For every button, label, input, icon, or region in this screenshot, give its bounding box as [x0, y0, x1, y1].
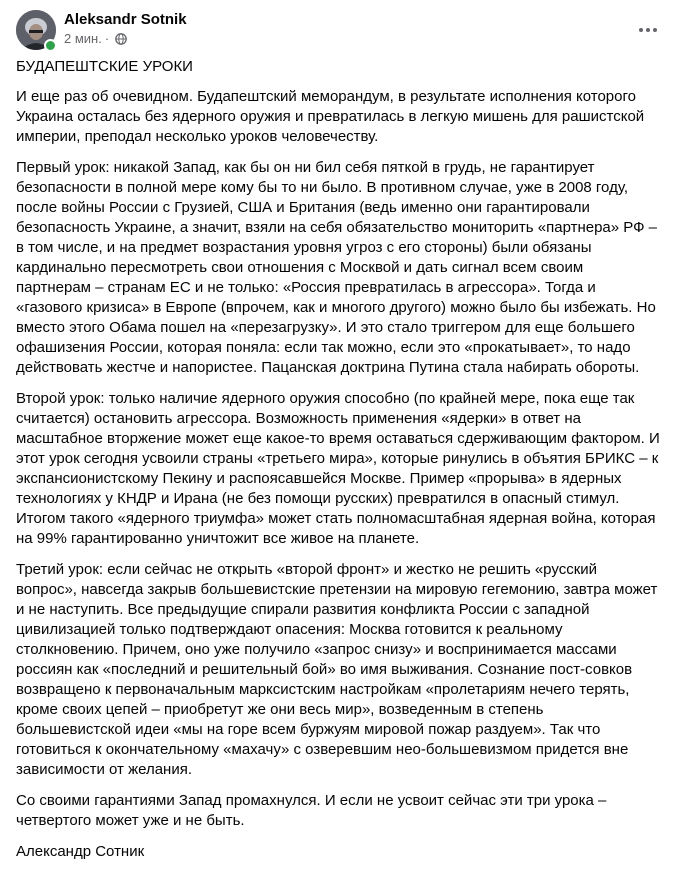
globe-icon[interactable]	[115, 33, 127, 45]
post-body	[16, 57, 662, 873]
online-status-dot	[44, 39, 57, 52]
post-paragraph: Третий урок: если сейчас не открыть «второй фронт» и жестко не решить «русский вопрос», навсегда закрыв большевистские претензии на мировую гегемонию, завтра может и не наступить. Все предыдущие спирали развития конфликта России с западной цивилизацией только подтверждают опасения: Москва готовится к реальному столкновению. Причем, оно уже получило «запрос снизу» и воспринимается массами россиян как «последний и решительный бой» во имя выживания. Сознание пост-совков возвращено к первоначальным марксистским настройкам «пролетариям нечего терять, кроме своих цепей – приобретут же они весь мир», возведенным в степень большевистской идеи «мы на горе всем буржуям мировой пожар раздуем». Так что готовиться к окончательному «махачу» с озверевшим нео-большевизмом придется вне зависимости от желания.	[16, 561, 658, 778]
post-header	[16, 10, 662, 50]
post-time[interactable]: 2 мин.	[64, 31, 102, 46]
post-paragraph: И еще раз об очевидном. Будапештский меморандум, в результате исполнения которого Украина осталась без ядерного оружия и превратилась в легкую мишень для рашистской империи, преподал несколько уроков человечеству.	[16, 88, 645, 145]
post-signature: Александр Сотник	[16, 843, 145, 860]
meta-separator: ·	[104, 31, 110, 46]
post-title: БУДАПЕШТСКИЕ УРОКИ	[16, 58, 193, 75]
post-paragraph: Со своими гарантиями Запад промахнулся. И если не усвоит сейчас эти три урока – четвертого может уже и не быть.	[16, 792, 607, 829]
post-paragraph: Второй урок: только наличие ядерного оружия способно (по крайней мере, пока еще так считается) остановить агрессора. Возможность применения «ядерки» в ответ на масштабное вторжение может еще какое-то время оставаться сдерживающим фактором. И этот урок сегодня усвоили страны «третьего мира», которые ринулись в объятия БРИКС – к экспансионистскому Пекину и распоясавшейся Москве. Пример «прорыва» в ядерных технологиях у КНДР и Ирана (не без помощи русских) превратился в опасный стимул. Итогом такого «ядерного триумфа» может стать полномасштабная ядерная война, которая на 99% гарантированно уничтожит все живое на планете.	[16, 390, 660, 547]
author-name[interactable]: Aleksandr Sotnik	[64, 11, 187, 28]
more-options-icon[interactable]	[634, 16, 662, 44]
post-meta	[64, 31, 127, 46]
post-paragraph: Первый урок: никакой Запад, как бы он ни бил себя пяткой в грудь, не гарантирует безопасности в полной мере кому бы то ни было. В противном случае, уже в 2008 году, после войны России с Грузией, США и Британия (ведь именно они гарантировали безопасность Украине, а значит, взяли на себя обязательство мониторить «партнера» РФ – в том числе, и на предмет возрастания уровня угроз с его стороны) были обязаны кардинально пересмотреть свои отношения с Москвой и дать сигнал всем своим партнерам – странам ЕС и не только: «Россия превратилась в агрессора». Тогда и «газового кризиса» в Европе (впрочем, как и многого другого) можно было бы избежать. Но вместо этого Обама пошел на «перезагрузку». И это стало триггером для еще большего офашизения России, которая поняла: если так можно, если это «прокатывает», то надо действовать жестче и напористее. Пацанская доктрина Путина стала набирать обороты.	[16, 159, 658, 376]
